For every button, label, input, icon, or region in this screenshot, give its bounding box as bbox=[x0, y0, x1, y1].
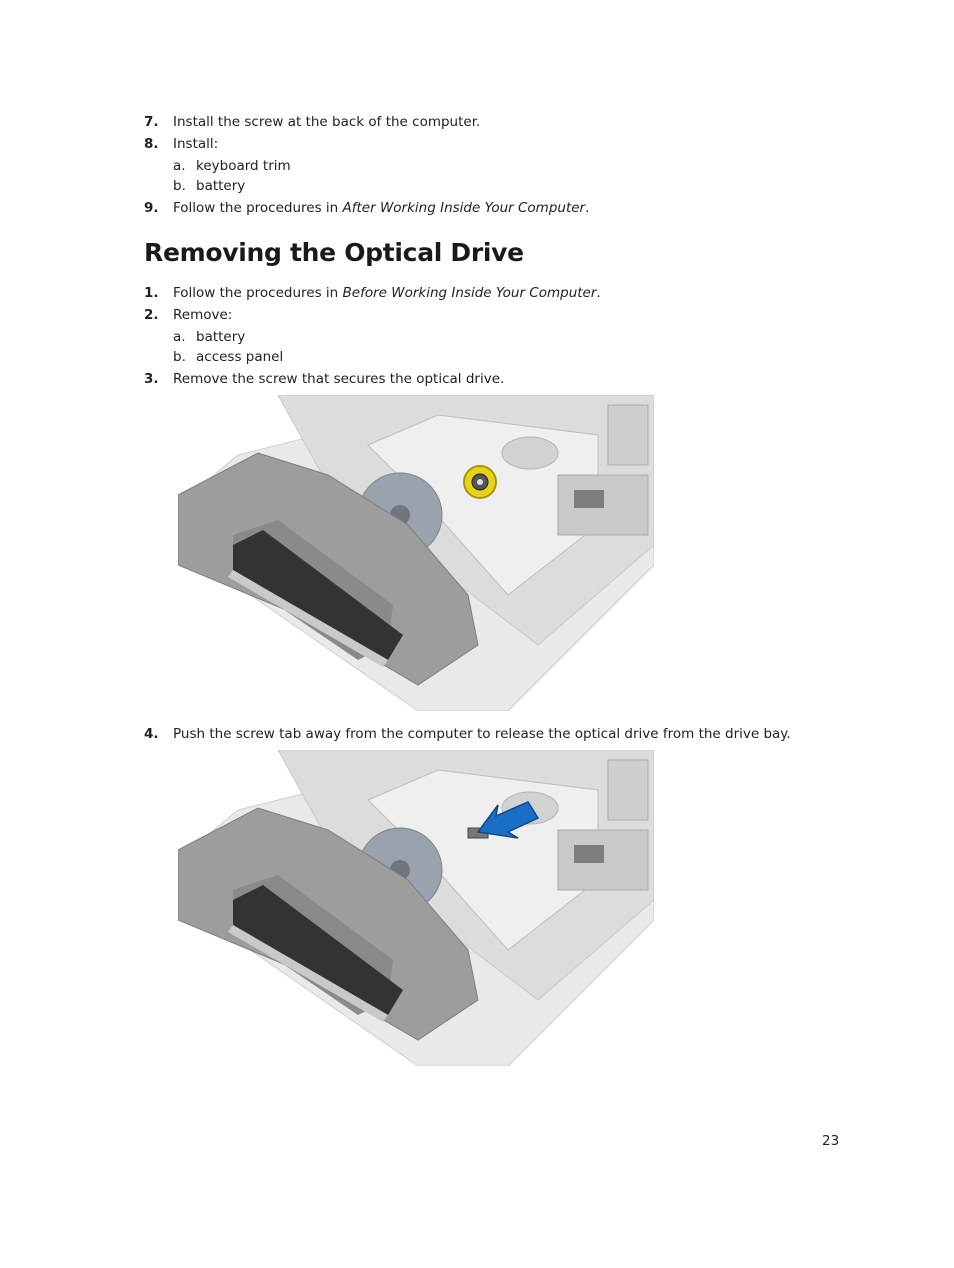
step-text: Push the screw tab away from the computer to release the optical drive from the drive bay. bbox=[173, 726, 791, 742]
doc-reference: Before Working Inside Your Computer bbox=[342, 285, 597, 301]
substep-letter: b. bbox=[173, 349, 186, 365]
step-text: Install the screw at the back of the computer. bbox=[173, 114, 481, 130]
substep-text: battery bbox=[196, 329, 246, 345]
substep-text: battery bbox=[196, 178, 246, 194]
substep-letter: a. bbox=[173, 158, 186, 174]
step-number: 2. bbox=[144, 307, 159, 323]
substep-letter: a. bbox=[173, 329, 186, 345]
step-text: Follow the procedures in Before Working Inside Your Computer. bbox=[173, 285, 601, 301]
substep-text: access panel bbox=[196, 349, 284, 365]
step-text: Install: bbox=[173, 136, 219, 152]
step-number: 8. bbox=[144, 136, 159, 152]
step-number: 1. bbox=[144, 285, 159, 301]
screw-highlight bbox=[464, 466, 496, 498]
step-number: 3. bbox=[144, 371, 159, 387]
step-text: Follow the procedures in After Working Inside Your Computer. bbox=[173, 200, 590, 216]
laptop-illustration bbox=[178, 750, 654, 1066]
figure-push-screw-tab bbox=[178, 750, 654, 1066]
step-number: 4. bbox=[144, 726, 159, 742]
step-text: Remove the screw that secures the optical drive. bbox=[173, 371, 505, 387]
substep-text: keyboard trim bbox=[196, 158, 291, 174]
substep-letter: b. bbox=[173, 178, 186, 194]
laptop-illustration bbox=[178, 395, 654, 711]
step-text: Remove: bbox=[173, 307, 233, 323]
figure-optical-drive-screw bbox=[178, 395, 654, 711]
section-title: Removing the Optical Drive bbox=[144, 238, 524, 267]
doc-reference: After Working Inside Your Computer bbox=[342, 200, 586, 216]
page-number: 23 bbox=[822, 1133, 840, 1149]
step-number: 9. bbox=[144, 200, 159, 216]
step-number: 7. bbox=[144, 114, 159, 130]
